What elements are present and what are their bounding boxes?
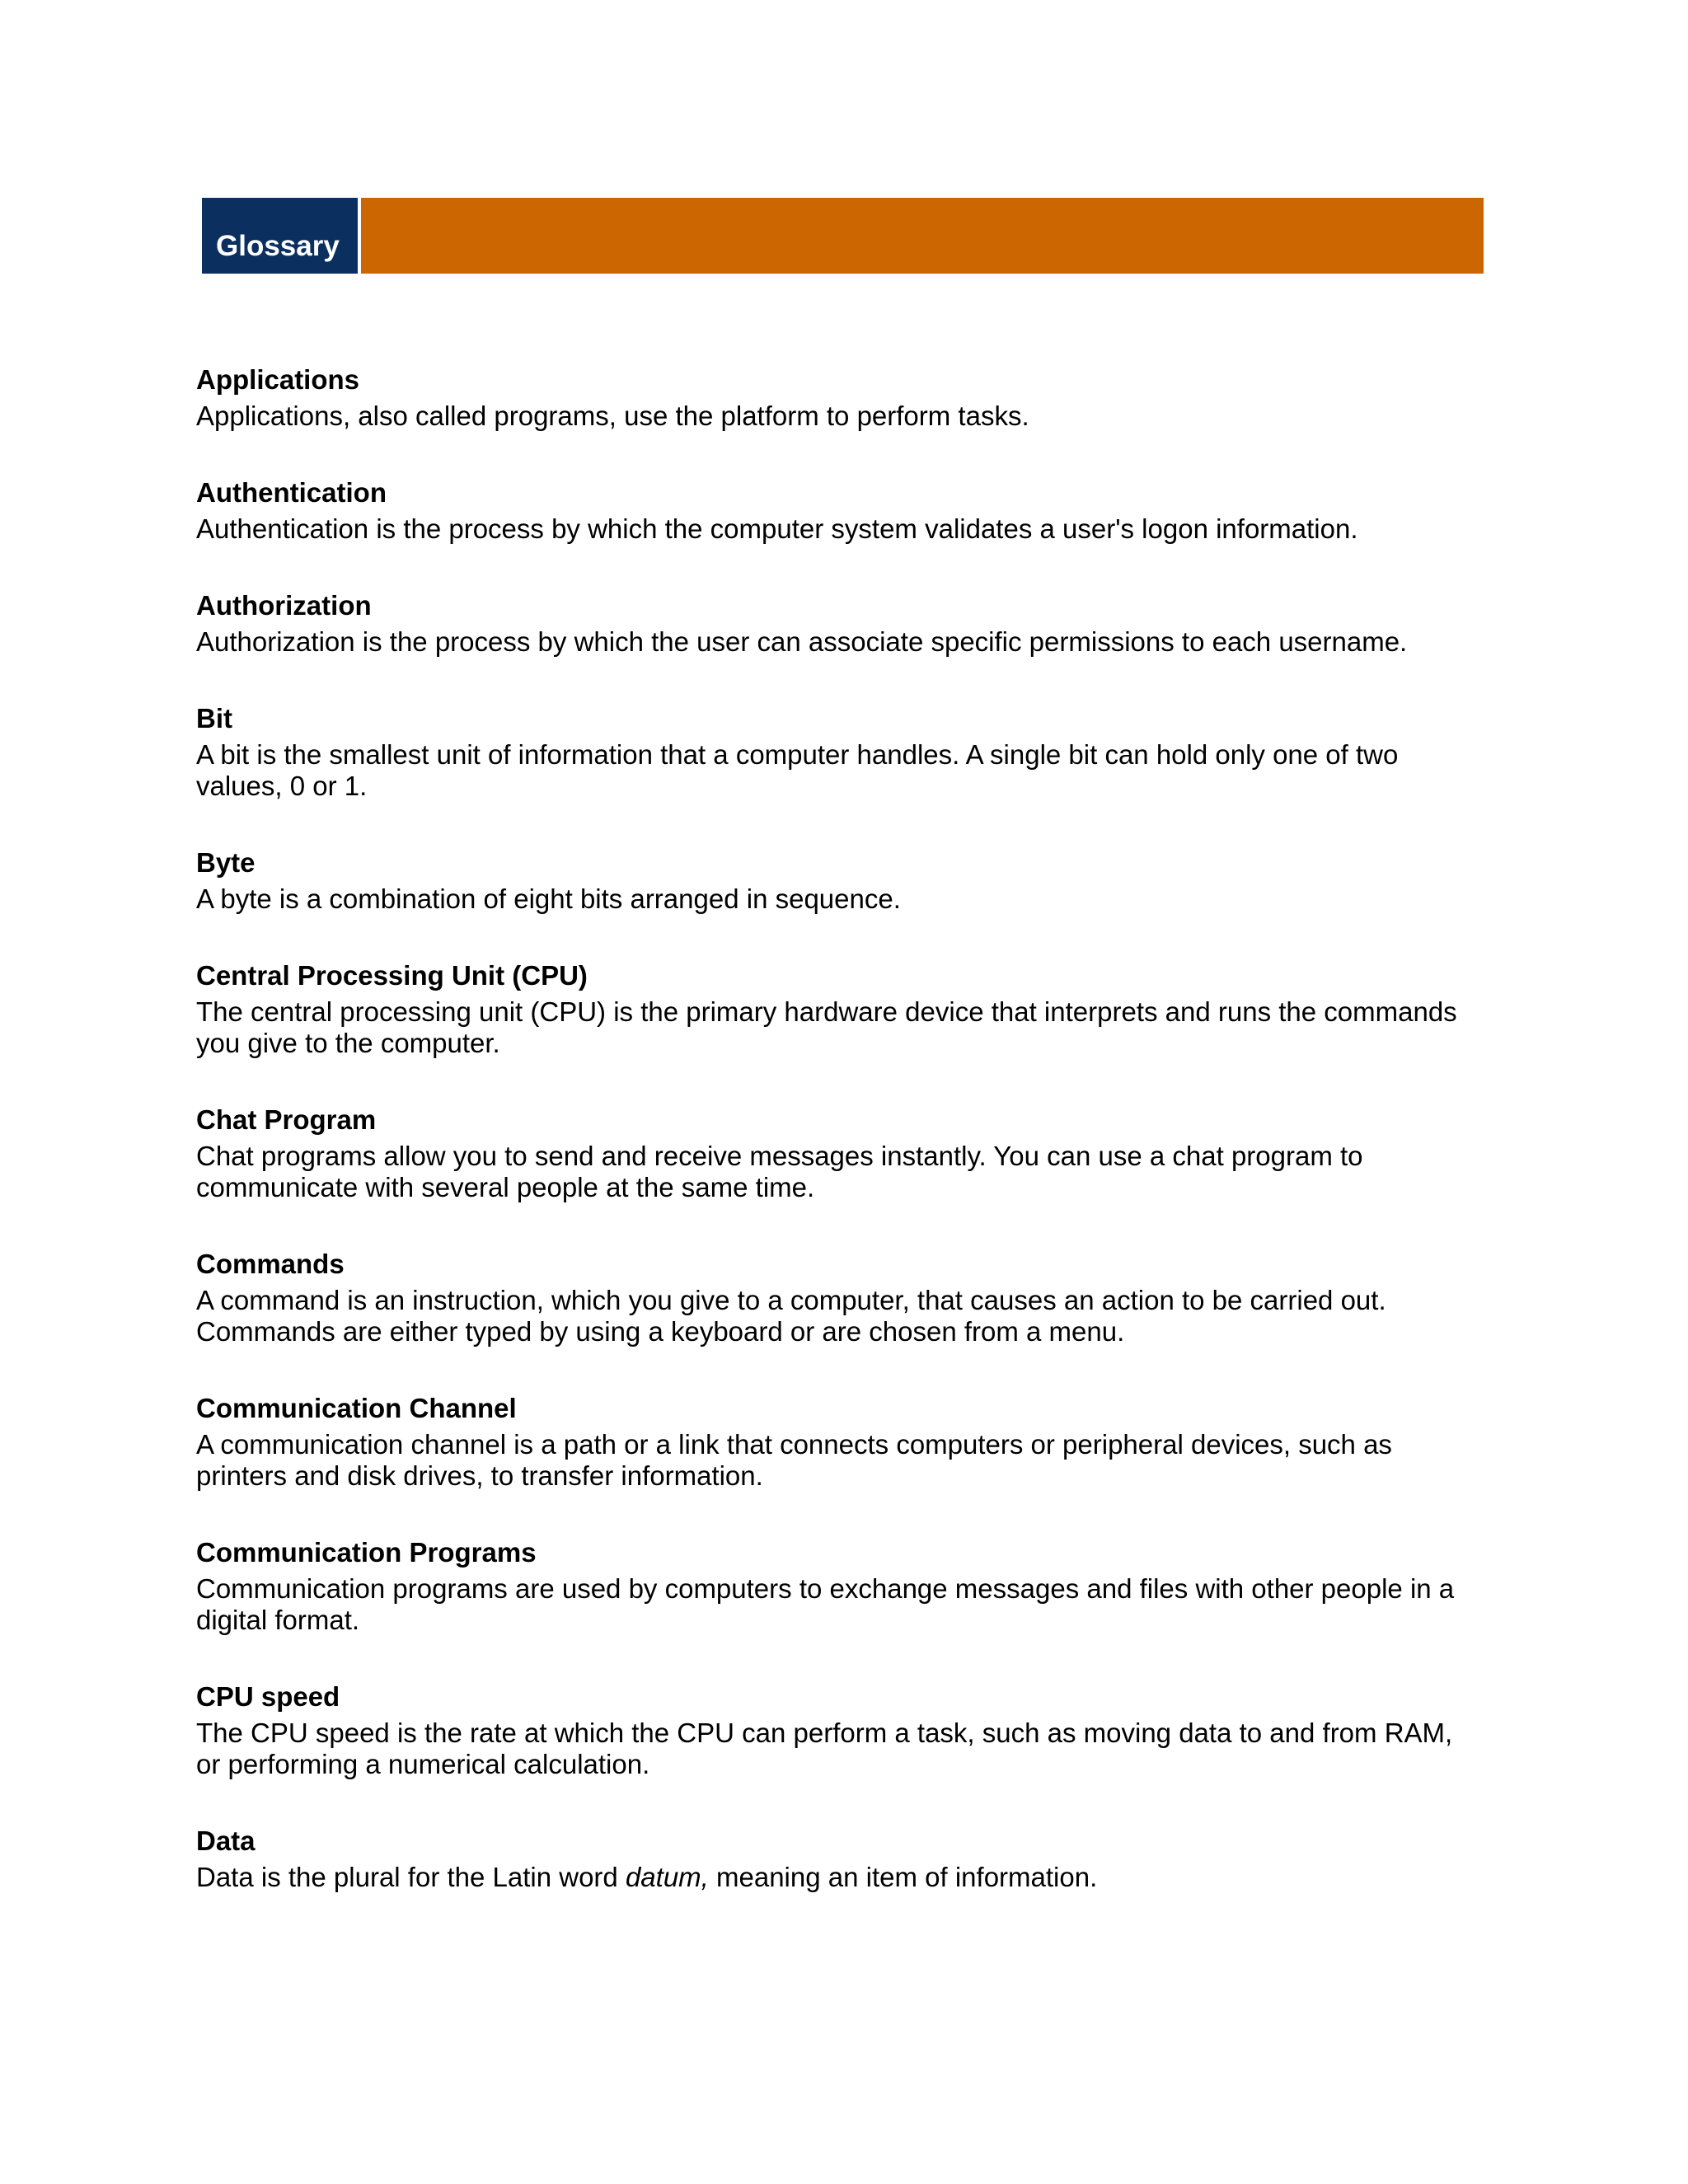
page-title: Glossary — [216, 230, 340, 262]
glossary-definition: A bit is the smallest unit of information that a computer handles. A single bit can hold only one of two values, 0 or 1. — [196, 739, 1399, 801]
glossary-term: Data — [196, 1825, 256, 1856]
glossary-definition: Authorization is the process by which the user can associate specific permissions to each username. — [196, 626, 1408, 657]
glossary-entry — [196, 1534, 1482, 1636]
glossary-entry — [196, 1245, 1482, 1347]
glossary-definition: The CPU speed is the rate at which the CPU can perform a task, such as moving data to and from RAM, or performing a numerical calculation. — [196, 1718, 1453, 1779]
header-accent-bar — [361, 198, 1484, 274]
glossary-term: Byte — [196, 847, 256, 878]
glossary-term: Communication Programs — [196, 1537, 537, 1568]
glossary-entry — [196, 587, 1482, 658]
glossary-entry — [196, 1678, 1482, 1780]
glossary-entry — [196, 474, 1482, 545]
glossary-term: Authentication — [196, 477, 387, 508]
glossary-definition: A communication channel is a path or a link that connects computers or peripheral devices, such as printers and disk drives, to transfer information. — [196, 1429, 1392, 1491]
glossary-term: Commands — [196, 1249, 345, 1279]
glossary-entry — [196, 957, 1482, 1059]
glossary-entry — [196, 361, 1482, 432]
glossary-list — [196, 361, 1482, 1935]
glossary-term: Authorization — [196, 590, 372, 621]
glossary-entry — [196, 1822, 1482, 1893]
glossary-entry — [196, 1390, 1482, 1492]
definition-text: meaning an item of information. — [708, 1862, 1098, 1892]
definition-italic-word: datum, — [625, 1862, 709, 1892]
glossary-definition: Applications, also called programs, use the platform to perform tasks. — [196, 401, 1029, 431]
glossary-term: Chat Program — [196, 1104, 377, 1135]
glossary-term: CPU speed — [196, 1681, 340, 1712]
glossary-entry — [196, 700, 1482, 802]
glossary-header-band — [202, 198, 1484, 274]
glossary-definition: Authentication is the process by which the computer system validates a user's logon information. — [196, 513, 1358, 544]
glossary-term: Central Processing Unit (CPU) — [196, 960, 588, 991]
glossary-definition: The central processing unit (CPU) is the primary hardware device that interprets and runs the commands you give to the computer. — [196, 996, 1457, 1058]
glossary-definition: A byte is a combination of eight bits arranged in sequence. — [196, 883, 901, 914]
glossary-term: Bit — [196, 703, 232, 733]
glossary-definition: Communication programs are used by computers to exchange messages and files with other people in a digital format. — [196, 1573, 1455, 1635]
glossary-term: Communication Channel — [196, 1393, 517, 1423]
glossary-entry — [196, 844, 1482, 915]
glossary-definition: A command is an instruction, which you give to a computer, that causes an action to be carried out. Commands are either typed by using a keyboard or are chosen from a menu. — [196, 1285, 1386, 1347]
glossary-term: Applications — [196, 364, 360, 395]
glossary-definition: Chat programs allow you to send and receive messages instantly. You can use a chat program to communicate with several people at the same time. — [196, 1141, 1363, 1202]
glossary-definition — [196, 1862, 1482, 1893]
glossary-entry — [196, 1101, 1482, 1203]
definition-text: Data is the plural for the Latin word — [196, 1862, 626, 1892]
glossary-title-tab — [202, 198, 358, 274]
